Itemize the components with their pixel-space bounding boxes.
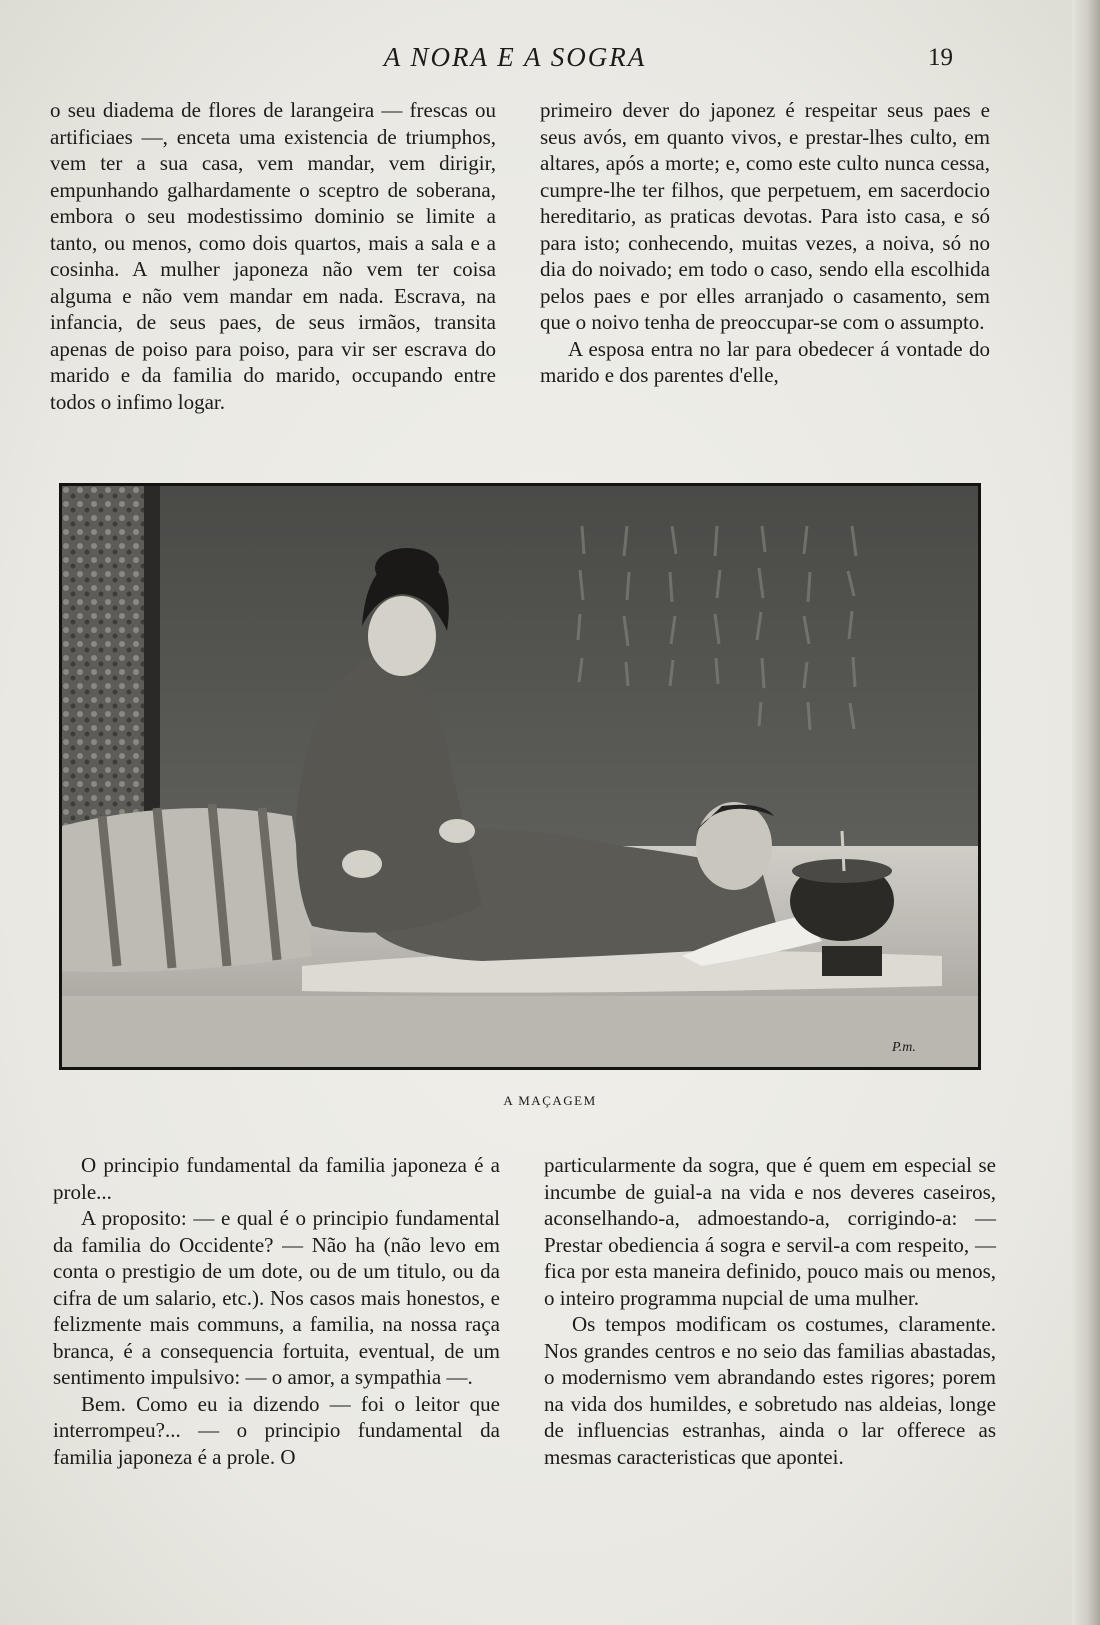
paragraph: particularmente da sogra, que é quem em especial se incumbe de guial-a na vida e nos deveres caseiros, aconselhando-a, admoestando-a, corrigindo-a: — Prestar obediencia á sogra e servil-a com respeito, — fica por esta maneira definido, pouco mais ou menos, o inteiro programma nupcial de uma mulher.	[544, 1153, 996, 1310]
running-title: A NORA E A SOGRA	[383, 42, 647, 72]
woman-hair-bun	[375, 548, 439, 588]
photo-caption: A MAÇAGEM	[503, 1093, 597, 1108]
bottom-right-column	[544, 1152, 996, 1470]
paragraph: O principio fundamental da familia japoneza é a prole...	[53, 1153, 500, 1204]
halftone-photograph	[59, 483, 981, 1070]
top-left-column	[50, 97, 496, 415]
bottom-left-column	[53, 1152, 500, 1470]
paragraph: o seu diadema de flores de larangeira — frescas ou artificiaes —, enceta uma existencia de triumphos, vem ter a sua casa, vem mandar, vem dirigir, empunhando galhardamente o sceptro de soberana, embora o seu modestissimo dominio se limite a tanto, ou menos, como dois quartos, mais a sala e a cosinha. A mulher japoneza não vem ter coisa alguma e não vem mandar em nada. Escrava, na infancia, de seus paes, de seus irmãos, transita apenas de poiso para poiso, para vir ser escrava do marido e da familia do marido, occupando entre todos o infimo logar.	[50, 98, 496, 414]
brazier-tongs	[842, 831, 844, 871]
book-gutter	[1072, 0, 1100, 1625]
woman-hand-second	[439, 819, 475, 843]
photo-illustration	[62, 486, 978, 1067]
woman-face	[368, 596, 436, 676]
photographer-mark: P.m.	[892, 1040, 916, 1055]
paragraph: A proposito: — e qual é o principio fundamental da familia do Occidente? — Não ha (não levo em conta o prestigio de um dote, ou de um titulo, ou da cifra de um salario, etc.). Nos casos mais honestos, e felizmente mais communs, a familia, na nossa raça branca, é a consequencia fortuita, eventual, de um sentimento impulsivo: — o amor, a sympathia —.	[53, 1206, 500, 1389]
woman-hand	[342, 850, 382, 878]
paragraph: A esposa entra no lar para obedecer á vontade do marido e dos parentes d'elle,	[540, 336, 990, 387]
floor-front	[62, 996, 978, 1067]
paragraph: Os tempos modificam os costumes, claramente. Nos grandes centros e no seio das familias abastadas, o modernismo vem abrandando estes rigores; porem na vida dos humildes, e sobretudo nas aldeias, longe de influencias estranhas, ainda o lar offerece as mesmas caracteristicas que apontei.	[544, 1312, 996, 1469]
page-number: 19	[928, 44, 953, 71]
paragraph: Bem. Como eu ia dizendo — foi o leitor que interrompeu?... — o principio fundamental da familia japoneza é a prole. O	[53, 1391, 500, 1469]
brazier-rim	[792, 859, 892, 883]
reclining-head	[696, 802, 772, 890]
top-right-column	[540, 97, 990, 389]
small-box	[822, 946, 882, 976]
paragraph: primeiro dever do japonez é respeitar seus paes e seus avós, em quanto vivos, e prestar-lhes culto, em altares, após a morte; e, como este culto nunca cessa, cumpre-lhe ter filhos, que perpetuem, em sacerdocio hereditario, as praticas devotas. Para isto casa, e só para isto; conhecendo, muitas vezes, a noiva, só no dia do noivado; em todo o caso, sendo ella escolhida pelos paes e por elles arranjado o casamento, sem que o noivo tenha de preoccupar-se com o assumpto.	[540, 98, 990, 334]
